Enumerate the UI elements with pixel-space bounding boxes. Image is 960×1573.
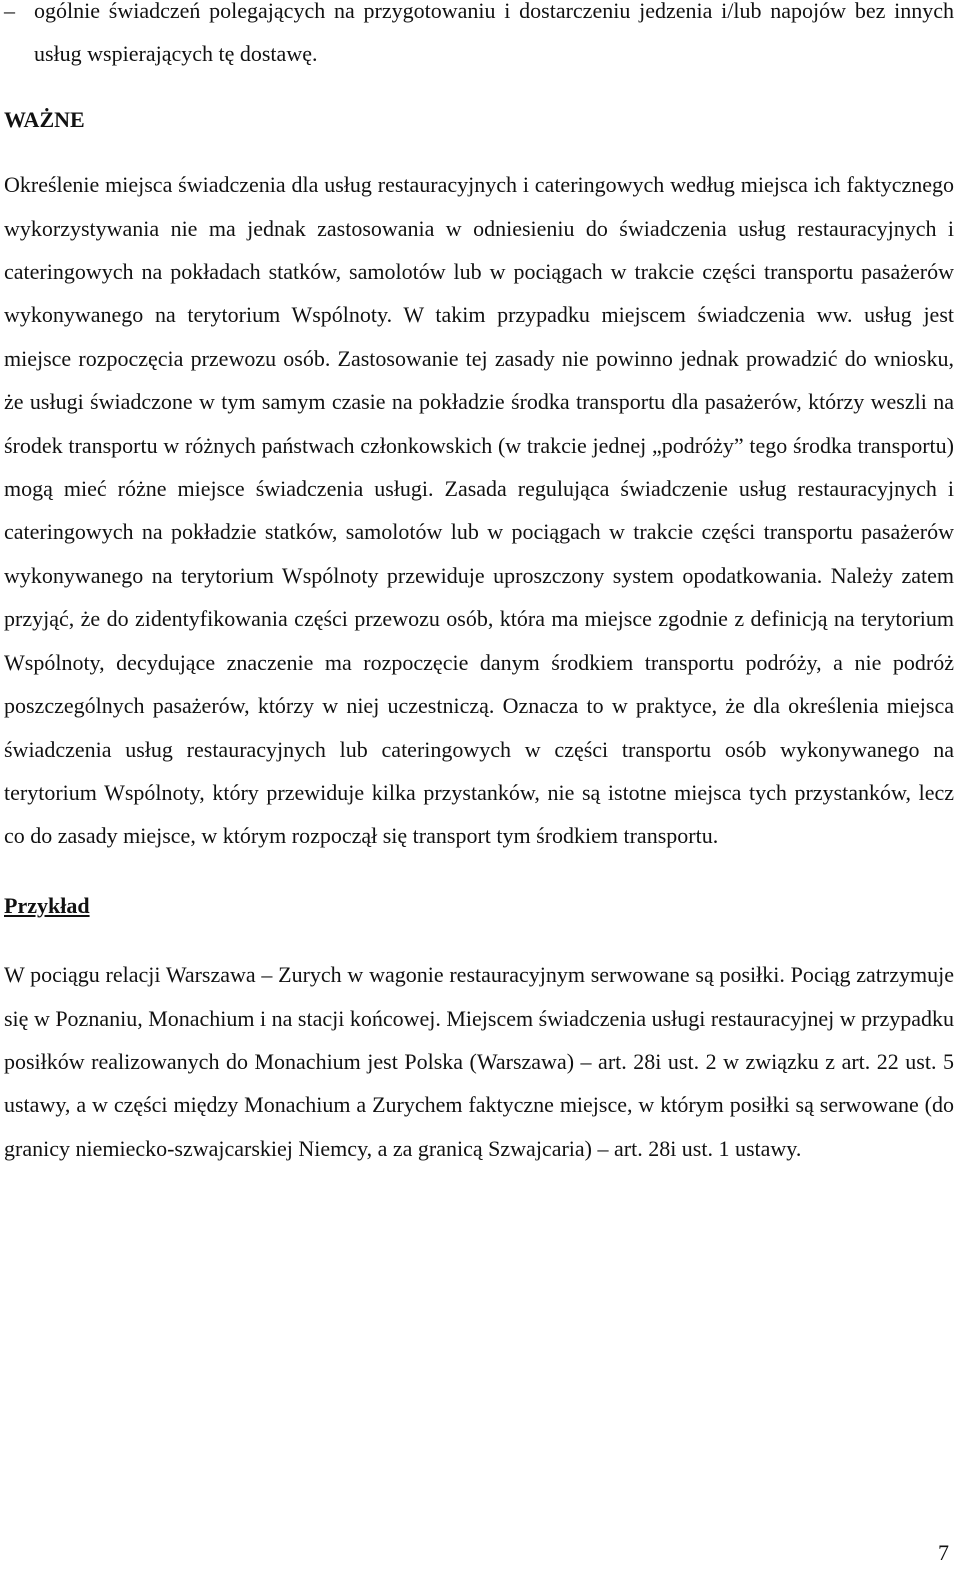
list-dash: – xyxy=(4,0,15,23)
important-heading: WAŻNE xyxy=(4,106,85,132)
important-paragraph: Określenie miejsca świadczenia dla usług restauracyjnych i cateringowych według miejsca ich faktycznego wykorzystywania nie ma jednak zastosowania w odniesieniu do świadczenia usług restauracyjnych i cateringowych na pokładach statków, samolotów lub w pociągach w trakcie części transportu pasażerów wykonywanego na terytorium Wspólnoty. W takim przypadku miejscem świadczenia ww. usług jest miejsce rozpoczęcia przewozu osób. Zastosowanie tej zasady nie powinno jednak prowadzić do wniosku, że usługi świadczone w tym samym czasie na pokładzie środka transportu dla pasażerów, którzy weszli na środek transportu w różnych państwach członkowskich (w trakcie jednej „podróży” tego środka transportu) mogą mieć różne miejsce świadczenia usługi. Zasada regulująca świadczenie usług restauracyjnych i cateringowych na pokładzie statków, samolotów lub w pociągach w trakcie części transportu pasażerów wykonywanego na terytorium Wspólnoty przewiduje uproszczony system opodatkowania. Należy zatem przyjąć, że do zidentyfikowania części przewozu osób, która ma miejsce zgodnie z definicją na terytorium Wspólnoty, decydujące znaczenie ma rozpoczęcie danym środkiem transportu podróży, a nie podróż poszczególnych pasażerów, którzy w niej uczestniczą. Oznacza to w praktyce, że dla określenia miejsca świadczenia usług restauracyjnych lub cateringowych w części transportu osób wykonywanego na terytorium Wspólnoty, który przewiduje kilka przystanków, nie są istotne miejsca tych przystanków, lecz co do zasady miejsce, w którym rozpoczął się transport tym środkiem transportu. xyxy=(4,172,954,849)
document-page xyxy=(4,0,954,1170)
example-heading: Przykład xyxy=(4,892,90,918)
list-item-text: ogólnie świadczeń polegających na przygotowaniu i dostarczeniu jedzenia i/lub napojów bez innych usług wspierających tę dostawę. xyxy=(34,0,954,67)
page-number: 7 xyxy=(938,1540,949,1565)
list-item xyxy=(4,0,954,76)
example-paragraph: W pociągu relacji Warszawa – Zurych w wagonie restauracyjnym serwowane są posiłki. Pociąg zatrzymuje się w Poznaniu, Monachium i na stacji końcowej. Miejscem świadczenia usługi restauracyjnej w przypadku posiłków realizowanych do Monachium jest Polska (Warszawa) – art. 28i ust. 2 w związku z art. 22 ust. 5 ustawy, a w części między Monachium a Zurychem faktyczne miejsce, w którym posiłki są serwowane (do granicy niemiecko-szwajcarskiej Niemcy, a za granicą Szwajcaria) – art. 28i ust. 1 ustawy. xyxy=(4,962,955,1161)
